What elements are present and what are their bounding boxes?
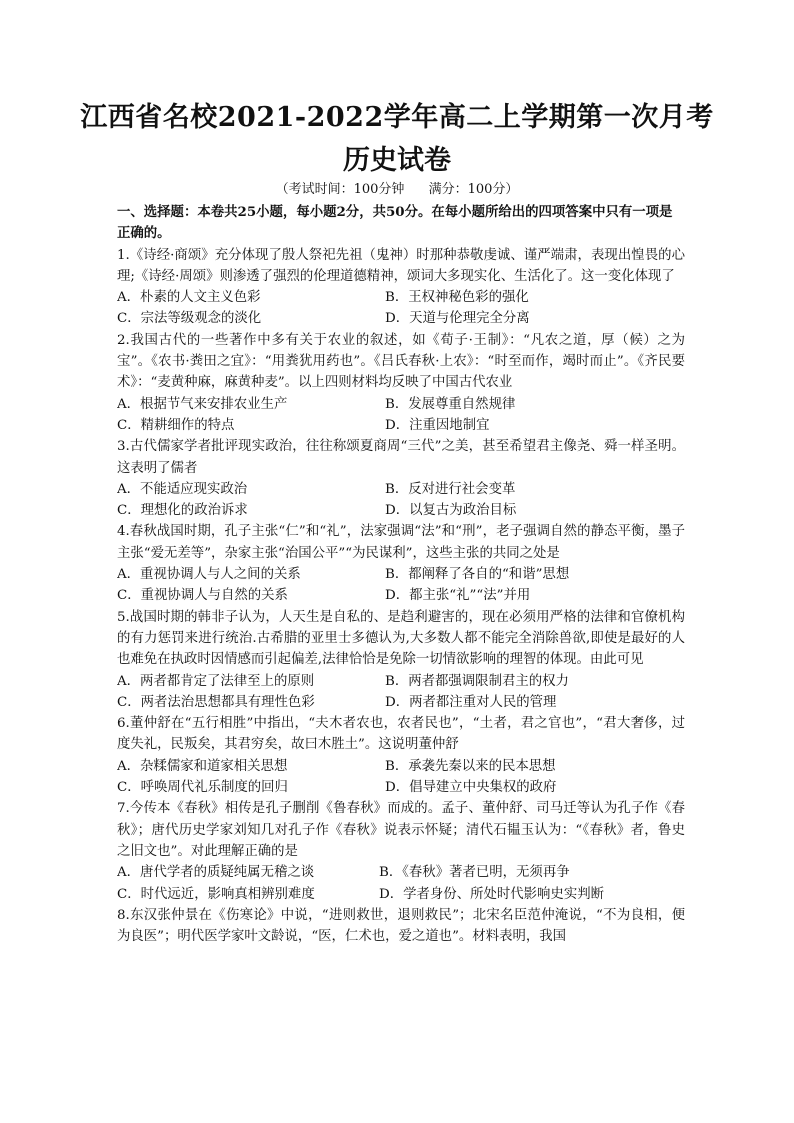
question-options bbox=[117, 862, 685, 905]
option-d: D．学者身份、所处时代影响史实判断 bbox=[379, 886, 604, 902]
exam-time: （考试时间：100分钟 bbox=[275, 182, 405, 197]
question-8 bbox=[117, 905, 685, 948]
option-a: A．根据节气来安排农业生产 bbox=[117, 396, 288, 412]
question-6 bbox=[117, 713, 685, 798]
question-options bbox=[117, 564, 685, 607]
option-c: C．两者法治思想都具有理性色彩 bbox=[117, 694, 315, 710]
option-c: C．宗法等级观念的淡化 bbox=[117, 311, 262, 327]
question-options bbox=[117, 671, 685, 714]
question-options bbox=[117, 394, 685, 437]
option-a: A．两者都肯定了法律至上的原则 bbox=[117, 673, 315, 689]
question-stem: 5.战国时期的韩非子认为，人天生是自私的、是趋利避害的，现在必须用严格的法律和官僚机构的有力惩罚来进行统治.古希腊的亚里士多德认为,大多数人都不能完全消除兽欲,即使是最好的人也难免在执政时因情感而引起偏差,法律恰恰是免除一切情欲影响的理智的体现。由此可见 bbox=[117, 609, 685, 668]
question-stem: 2.我国古代的一些著作中多有关于农业的叙述，如《荀子·王制》：“凡农之道，厚（候）之为宝”。《农书·粪田之宜》：“用粪犹用药也”。《吕氏春秋·上农》：“时至而作，竭时而止”。《齐民要术》：“麦黄种麻，麻黄种麦”。以上四则材料均反映了中国古代农业 bbox=[117, 332, 685, 391]
question-stem: 1.《诗经·商颂》充分体现了殷人祭祀先祖（鬼神）时那种恭敬虔诚、谨严端肃，表现出惶畏的心理;《诗经·周颂》则渗透了强烈的伦理道德精神，颂词大多现实化、生活化了。这一变化体现了 bbox=[117, 247, 685, 284]
option-d: D．两者都注重对人民的管理 bbox=[385, 694, 557, 710]
exam-subject-title: 历史试卷 bbox=[343, 145, 451, 176]
option-a: A．唐代学者的质疑纯属无稽之谈 bbox=[117, 865, 315, 881]
option-d: D．天道与伦理完全分离 bbox=[385, 311, 530, 327]
option-b: B．《春秋》著者已明，无须再争 bbox=[379, 865, 570, 881]
option-d: D．倡导建立中央集权的政府 bbox=[385, 780, 557, 796]
question-5 bbox=[117, 607, 685, 713]
exam-content bbox=[117, 202, 685, 947]
option-a: A．朴素的人文主义色彩 bbox=[117, 290, 261, 306]
option-d: D．注重因地制宜 bbox=[385, 417, 490, 433]
question-1 bbox=[117, 245, 685, 330]
question-2 bbox=[117, 330, 685, 436]
option-a: A．重视协调人与人之间的关系 bbox=[117, 567, 301, 583]
option-d: D．以复古为政治目标 bbox=[385, 503, 517, 519]
question-7 bbox=[117, 798, 685, 904]
question-options bbox=[117, 756, 685, 799]
option-c: C．重视协调人与自然的关系 bbox=[117, 588, 288, 604]
full-score: 满分：100分） bbox=[428, 182, 519, 197]
option-a: A．杂糅儒家和道家相关思想 bbox=[117, 758, 288, 774]
option-b: B．都阐释了各自的“和谐”思想 bbox=[385, 567, 570, 583]
exam-meta bbox=[0, 181, 794, 199]
option-d: D．都主张“礼”“法”并用 bbox=[385, 588, 531, 604]
option-c: C．精耕细作的特点 bbox=[117, 417, 235, 433]
exam-title: 江西省名校2021-2022学年高二上学期第一次月考 bbox=[80, 102, 714, 133]
option-c: C．理想化的政治诉求 bbox=[117, 503, 248, 519]
question-options bbox=[117, 479, 685, 522]
question-stem: 3.古代儒家学者批评现实政治，往往称颂夏商周“三代”之美，甚至希望君主像尧、舜一样圣明。这表明了儒者 bbox=[117, 439, 685, 476]
option-c: C．时代远近，影响真相辨别难度 bbox=[117, 886, 315, 902]
section-instructions: 一、选择题：本卷共25小题，每小题2分，共50分。在每小题所给出的四项答案中只有一项是正确的。 bbox=[117, 204, 673, 242]
option-b: B．发展尊重自然规律 bbox=[385, 396, 516, 412]
option-b: B．承袭先秦以来的民本思想 bbox=[385, 758, 556, 774]
option-b: B．王权神秘色彩的强化 bbox=[385, 290, 529, 306]
question-stem: 6.董仲舒在“五行相胜”中指出，“夫木者农也，农者民也”，“土者，君之官也”，“君大奢侈，过度失礼，民叛矣，其君穷矣，故曰木胜土”。这说明董仲舒 bbox=[117, 716, 685, 753]
question-stem: 7.今传本《春秋》相传是孔子删削《鲁春秋》而成的。孟子、董仲舒、司马迁等认为孔子作《春秋》；唐代历史学家刘知几对孔子作《春秋》说表示怀疑；清代石韫玉认为：“《春秋》者，鲁史之旧文也”。对此理解正确的是 bbox=[117, 801, 685, 859]
question-options bbox=[117, 287, 685, 330]
option-b: B．反对进行社会变革 bbox=[385, 481, 516, 497]
question-3 bbox=[117, 436, 685, 521]
question-stem: 4.春秋战国时期，孔子主张“仁”和“礼”，法家强调“法”和“刑”，老子强调自然的静态平衡，墨子主张“爱无差等”，杂家主张“治国公平”“为民谋利”，这些主张的共同之处是 bbox=[117, 524, 685, 561]
option-b: B．两者都强调限制君主的权力 bbox=[385, 673, 569, 689]
question-4 bbox=[117, 521, 685, 606]
question-stem: 8.东汉张仲景在《伤寒论》中说，“进则救世，退则救民”；北宋名臣范仲淹说，“不为良相，便为良医”；明代医学家叶文龄说，“医，仁术也，爱之道也”。材料表明，我国 bbox=[117, 907, 685, 945]
option-c: C．呼唤周代礼乐制度的回归 bbox=[117, 780, 288, 796]
option-a: A．不能适应现实政治 bbox=[117, 481, 248, 497]
